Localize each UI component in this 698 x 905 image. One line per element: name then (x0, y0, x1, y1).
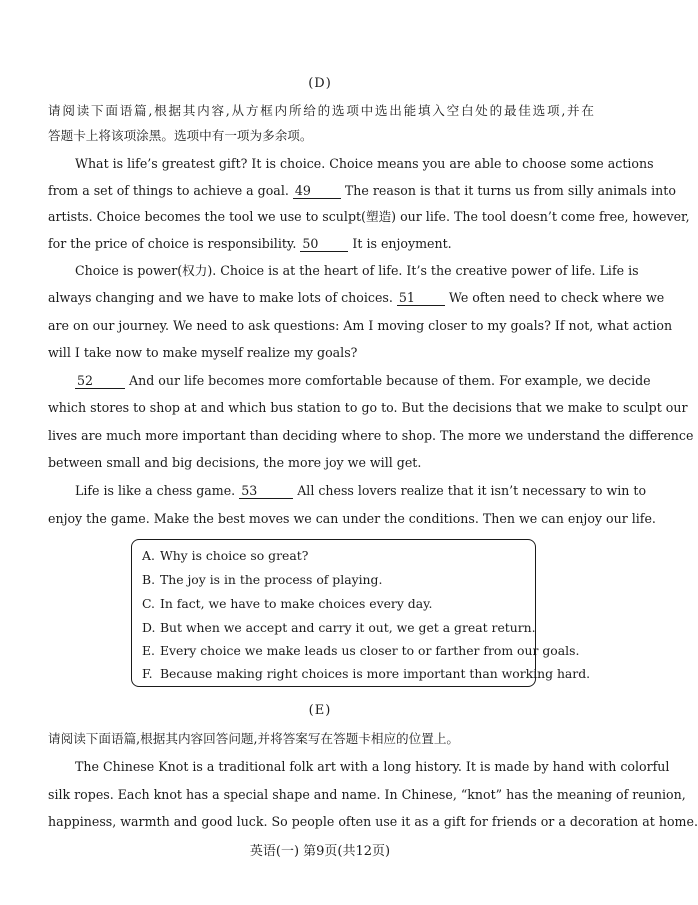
section-d-instruction-line-2 (48, 128, 594, 144)
answer-blank-51: 51 (397, 291, 445, 306)
option-f: F. Because making right choices is more important than working hard. (142, 666, 591, 681)
section-e-instruction: 请阅读下面语篇,根据其内容回答问题,并将答案写在答题卡相应的位置上。 (48, 731, 460, 746)
passage-line: from a set of things to achieve a goal. 49 The reason is that it turns us from silly animals into (48, 183, 676, 198)
passage-line: artists. Choice becomes the tool we use to sculpt(塑造) our life. The tool doesn’t come free, however, (48, 209, 690, 224)
instruction-text: 答题卡上将该项涂黑。选项中有一项为多余项。 (48, 128, 313, 143)
passage-line: enjoy the game. Make the best moves we can under the conditions. Then we can enjoy our life. (48, 511, 656, 526)
option-d: D. But when we accept and carry it out, we get a great return. (142, 620, 536, 635)
page-footer: 英语(一) 第9页(共12页) (249, 844, 391, 859)
answer-blank-52: 52 (75, 374, 125, 389)
passage-line: will I take now to make myself realize my goals? (48, 345, 358, 360)
option-a: A. Why is choice so great? (142, 548, 309, 563)
option-c: C. In fact, we have to make choices every day. (142, 596, 433, 611)
answer-blank-53: 53 (239, 484, 293, 499)
option-e: E. Every choice we make leads us closer to or farther from our goals. (142, 643, 580, 658)
passage-line: for the price of choice is responsibility. 50 It is enjoyment. (48, 236, 452, 251)
passage-line: always changing and we have to make lots of choices. 51 We often need to check where we (48, 290, 665, 305)
passage-line: lives are much more important than deciding where to shop. The more we understand the difference (48, 428, 694, 443)
options-box (131, 539, 591, 687)
instruction-text: 请阅读下面语篇,根据其内容,从方框内所给的选项中选出能填入空白处的最佳选项,并在 (48, 103, 594, 118)
option-b: B. The joy is in the process of playing. (142, 572, 383, 587)
answer-blank-50: 50 (300, 237, 348, 252)
passage-line: 52 And our life becomes more comfortable because of them. For example, we decide (77, 373, 651, 388)
passage-line: happiness, warmth and good luck. So people often use it as a gift for friends or a decoration at home. (48, 814, 698, 829)
passage-line: Choice is power(权力). Choice is at the heart of life. It’s the creative power of life. Life is (75, 263, 639, 278)
section-e-label: (E) (308, 703, 332, 718)
passage-line: are on our journey. We need to ask questions: Am I moving closer to my goals? If not, what action (48, 318, 673, 333)
passage-line: Life is like a chess game. 53 All chess lovers realize that it isn’t necessary to win to (75, 483, 647, 498)
section-d-label: (D) (308, 76, 332, 91)
passage-line: which stores to shop at and which bus station to go to. But the decisions that we make to sculpt our (48, 400, 688, 415)
answer-blank-49: 49 (293, 184, 341, 199)
section-d-instruction-line-1 (48, 103, 594, 119)
passage-line: What is life’s greatest gift? It is choice. Choice means you are able to choose some actions (75, 156, 654, 171)
passage-line: The Chinese Knot is a traditional folk art with a long history. It is made by hand with colorful (75, 759, 670, 774)
passage-line: between small and big decisions, the more joy we will get. (48, 455, 422, 470)
passage-line: silk ropes. Each knot has a special shape and name. In Chinese, “knot” has the meaning of reunion, (48, 787, 686, 802)
